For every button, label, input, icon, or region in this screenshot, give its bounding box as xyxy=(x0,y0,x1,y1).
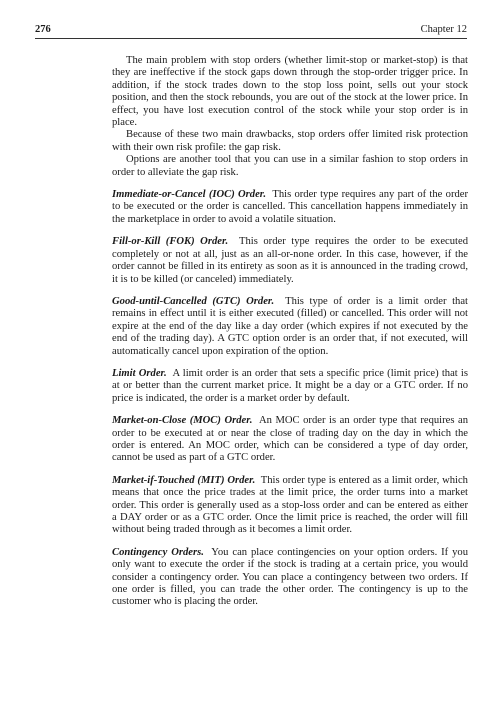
definition-text-limit-order: A limit order is an order that sets a specific price (limit price) that is at or better than the current market price. It might be a day or a GTC order. If no price is indicated, the order is a market order by default. xyxy=(112,367,468,404)
term-fok-order: Fill-or-Kill (FOK) Order. xyxy=(112,236,229,248)
definition-text-ioc-order: This order type requires any part of the order to be executed or the order is cancelled. This cancellation happens immediately in the marketplace in order to avoid a volatile situation. xyxy=(112,189,469,225)
running-header xyxy=(35,24,467,39)
definition-gtc-order xyxy=(112,296,468,358)
definition-contingency-orders xyxy=(112,547,468,609)
term-mit-order: Market-if-Touched (MIT) Order. xyxy=(112,474,256,486)
term-moc-order: Market-on-Close (MOC) Order. xyxy=(112,415,253,427)
term-gtc-order: Good-until-Cancelled (GTC) Order. xyxy=(112,295,275,307)
intro-paragraph-stop-order-problem: The main problem with stop orders (whether limit-stop or market-stop) is that they are ineffective if the stock gaps down through the stop-order trigger price. In addition, if the stock trades down to the stop loss point, sells out your stock position, and then the stock rebounds, you are out of the stock at the lower price. In effect, you have lost execution control of the stock while your stop order is in place. xyxy=(112,55,468,129)
definition-text-moc-order: An MOC order is an order type that requires an order to be executed at or near the close of trading day on the day in which the order is entered. An MOC order, which can be considered a type of day order, cannot be used as part of a GTC order. xyxy=(112,415,469,464)
chapter-label: Chapter 12 xyxy=(420,24,467,35)
definition-ioc-order xyxy=(112,189,468,226)
term-contingency-orders: Contingency Orders. xyxy=(112,546,204,558)
term-limit-order: Limit Order. xyxy=(112,367,167,379)
intro-paragraph-options: Options are another tool that you can use in a similar fashion to stop orders in order to alleviate the gap risk. xyxy=(112,154,468,178)
definition-moc-order xyxy=(112,415,468,465)
term-ioc-order: Immediate-or-Cancel (IOC) Order. xyxy=(112,189,266,201)
definition-text-fok-order: This order type requires the order to be executed completely or not at all, just as an all-or-none order. In this case, however, if the order cannot be filled in its entirety as soon as it is announced in the trading crowd, it is to be killed (or canceled) immediately. xyxy=(112,236,468,285)
body-text xyxy=(112,55,468,609)
definition-mit-order xyxy=(112,475,468,537)
definition-limit-order xyxy=(112,368,468,405)
definition-text-gtc-order: This type of order is a limit order that remains in effect until it is either executed (filled) or cancelled. This order will not expire at the end of the day like a day order (which expires if not executed by the end of the trading day). A GTC option order is an order that, if not executed, will automatically cancel upon expiration of the option. xyxy=(112,295,468,357)
definition-fok-order xyxy=(112,236,468,286)
intro-paragraph-drawbacks: Because of these two main drawbacks, stop orders offer limited risk protection with their own risk profile: the gap risk. xyxy=(112,129,468,153)
definition-text-mit-order: This order type is entered as a limit order, which means that once the price trades at the limit price, the order turns into a market order. This order is generally used as a stop-loss order and can be entered as either a DAY order or as a GTC order. Once the limit price is reached, the order will fill without being traded through as it becomes a limit order. xyxy=(112,474,468,536)
page-number: 276 xyxy=(35,24,51,35)
definition-text-contingency-orders: You can place contingencies on your option orders. If you only want to execute the order if the stock is trading at a certain price, you would consider a contingency order. You can place a contingency between two orders. If one order is filled, you can trade the other order. The contingency is up to the customer who is placing the order. xyxy=(112,546,468,608)
